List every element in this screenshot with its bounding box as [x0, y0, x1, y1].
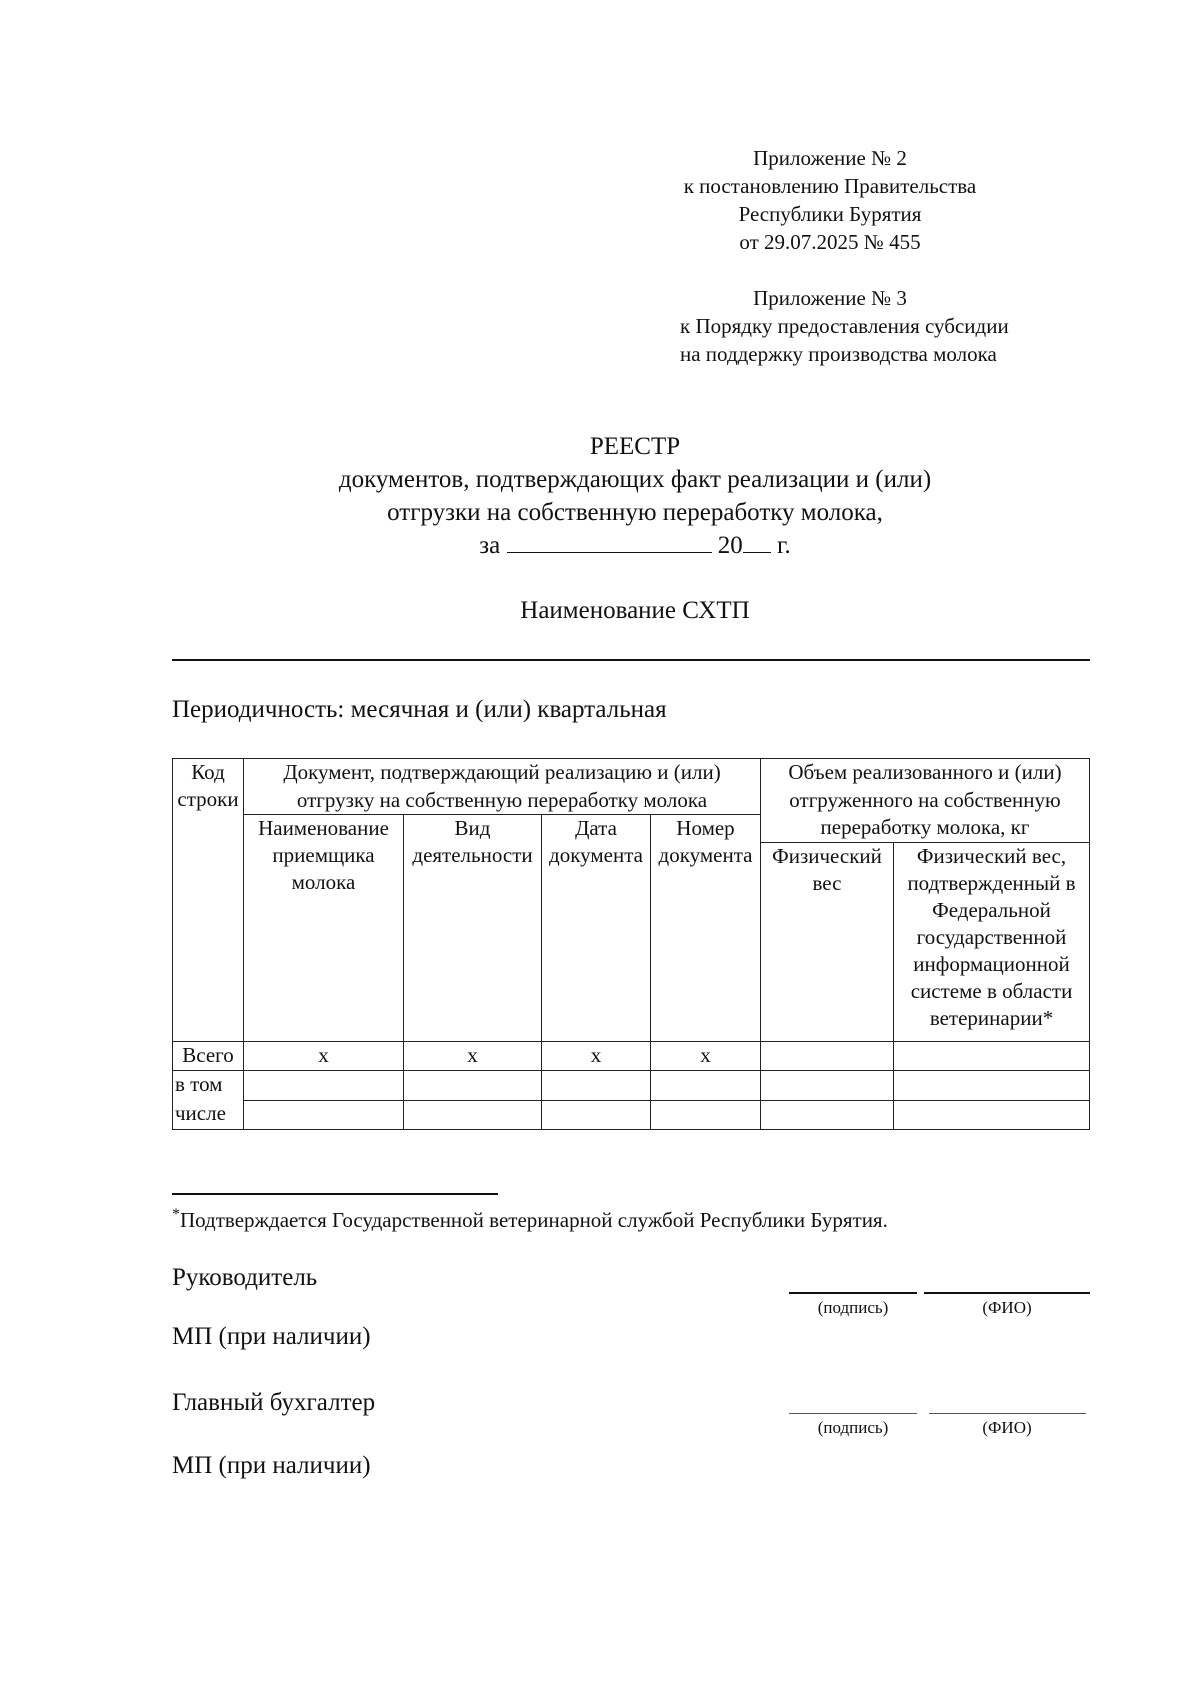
row-including-label-1: в том	[173, 1071, 244, 1100]
table-cell	[542, 1100, 651, 1130]
header-receiver-line3: молока	[291, 870, 356, 895]
header-confirmed-line4: государственной	[916, 924, 1067, 949]
header-number	[651, 815, 761, 1041]
title-period	[0, 529, 1200, 562]
table-cell	[894, 1071, 1090, 1100]
header-code	[173, 759, 244, 843]
header-confirmed-line1: Физический вес,	[916, 843, 1067, 868]
header-document-line1: Документ, подтверждающий реализацию и (или)	[283, 760, 721, 784]
accountant-name-caption: (ФИО)	[982, 1418, 1032, 1437]
stamp-label-1: МП (при наличии)	[172, 1323, 371, 1350]
appendix-3-number: Приложение № 3	[753, 286, 907, 310]
appendix-2-number: Приложение № 2	[753, 146, 907, 170]
footnote-separator	[172, 1193, 498, 1195]
table-cell	[404, 1100, 542, 1130]
accountant-signature-line	[789, 1413, 917, 1414]
header-activity-line2: деятельности	[412, 843, 533, 868]
appendix-2-republic: Республики Бурятия	[738, 202, 922, 226]
appendix-2-date: от 29.07.2025 № 455	[739, 230, 921, 254]
footnote-mark: *	[172, 1206, 180, 1223]
row-total-x: х	[651, 1041, 761, 1070]
table-cell	[244, 1100, 404, 1130]
footnote	[172, 1201, 888, 1234]
table-cell	[244, 1071, 404, 1100]
header-confirmed-line5: информационной	[913, 951, 1070, 976]
header-document-group-line2	[244, 787, 761, 815]
accountant-signature-caption: (подпись)	[817, 1418, 889, 1437]
row-total-weight-confirmed	[894, 1041, 1090, 1070]
header-number-line1: Номер	[676, 816, 735, 841]
appendix-3-block	[680, 284, 1009, 368]
table-cell	[894, 1100, 1090, 1130]
signature-head-label: Руководитель	[172, 1264, 318, 1291]
header-volume-group-lines	[761, 787, 1090, 842]
header-document-line2: отгрузку на собственную переработку молока	[296, 787, 708, 812]
period-prefix: за	[479, 532, 501, 559]
table-cell	[761, 1071, 894, 1100]
header-weight-line2: вес	[812, 870, 842, 895]
head-name-line	[924, 1292, 1090, 1294]
header-confirmed-line6: системе в области	[910, 978, 1073, 1003]
title-line-2: документов, подтверждающих факт реализации и (или)	[338, 466, 932, 493]
header-code-empty	[173, 842, 244, 1041]
header-volume-line1: Объем реализованного и (или)	[788, 760, 1062, 784]
header-document-group	[244, 759, 761, 787]
header-volume-line3: переработку молока, кг	[820, 814, 1030, 839]
head-name-caption: (ФИО)	[982, 1298, 1032, 1317]
title-line-3: отгрузки на собственную переработку молока,	[387, 499, 883, 526]
header-weight-confirmed	[894, 842, 1090, 1041]
header-activity-line1: Вид	[454, 816, 491, 841]
header-weight-line1: Физический	[772, 843, 882, 868]
table-row-including-1	[173, 1071, 1090, 1100]
head-signature-line	[789, 1292, 917, 1294]
header-confirmed-line7: ветеринарии*	[929, 1005, 1054, 1030]
org-name-line	[172, 659, 1090, 661]
table-cell	[542, 1071, 651, 1100]
header-number-line2: документа	[658, 843, 753, 868]
signature-accountant-label: Главный бухгалтер	[172, 1389, 376, 1416]
header-activity	[404, 815, 542, 1041]
org-name-label: Наименование СХТП	[520, 597, 750, 624]
row-total-x: х	[542, 1041, 651, 1070]
header-date-line1: Дата	[575, 816, 617, 841]
table-cell	[651, 1100, 761, 1130]
table-cell	[651, 1071, 761, 1100]
header-receiver-line2: приемщика	[272, 843, 375, 868]
row-total-x: х	[244, 1041, 404, 1070]
footnote-text: Подтверждается Государственной ветеринарной службой Республики Бурятия.	[180, 1208, 888, 1232]
appendix-3-procedure: к Порядку предоставления субсидии	[680, 314, 1009, 338]
header-confirmed-line2: подтвержденный в	[907, 870, 1076, 895]
header-code-line2: строки	[177, 787, 239, 811]
year-blank	[743, 530, 771, 553]
table-cell	[761, 1100, 894, 1130]
period-blank	[507, 530, 712, 553]
document-title	[0, 430, 1200, 562]
register-table	[172, 758, 1090, 1130]
stamp-label-2: МП (при наличии)	[172, 1452, 371, 1479]
header-receiver	[244, 815, 404, 1041]
header-weight	[761, 842, 894, 1041]
header-date-line2: документа	[549, 843, 643, 868]
header-date	[542, 815, 651, 1041]
periodicity: Периодичность: месячная и (или) квартальная	[172, 696, 667, 723]
appendix-2-decree: к постановлению Правительства	[683, 174, 977, 198]
table-row-total	[173, 1041, 1090, 1070]
appendix-2-block	[680, 144, 980, 256]
header-confirmed-line3: Федеральной	[932, 897, 1051, 922]
row-total-x: х	[404, 1041, 542, 1070]
header-volume-line2: отгруженного на собственную	[789, 787, 1061, 812]
table-cell	[404, 1071, 542, 1100]
header-volume-group	[761, 759, 1090, 787]
accountant-name-line	[929, 1413, 1086, 1414]
period-year: 20	[717, 532, 743, 559]
head-signature-caption: (подпись)	[817, 1298, 889, 1317]
header-code-line1: Код	[191, 760, 225, 784]
header-receiver-line1: Наименование	[258, 816, 389, 841]
row-total-label: Всего	[173, 1041, 244, 1070]
table-row-including-2	[173, 1100, 1090, 1130]
row-including-label-2: числе	[173, 1100, 244, 1130]
title-heading: РЕЕСТР	[589, 433, 681, 460]
appendix-3-subject: на поддержку производства молока	[680, 342, 997, 366]
row-total-weight	[761, 1041, 894, 1070]
period-suffix: г.	[777, 532, 791, 559]
